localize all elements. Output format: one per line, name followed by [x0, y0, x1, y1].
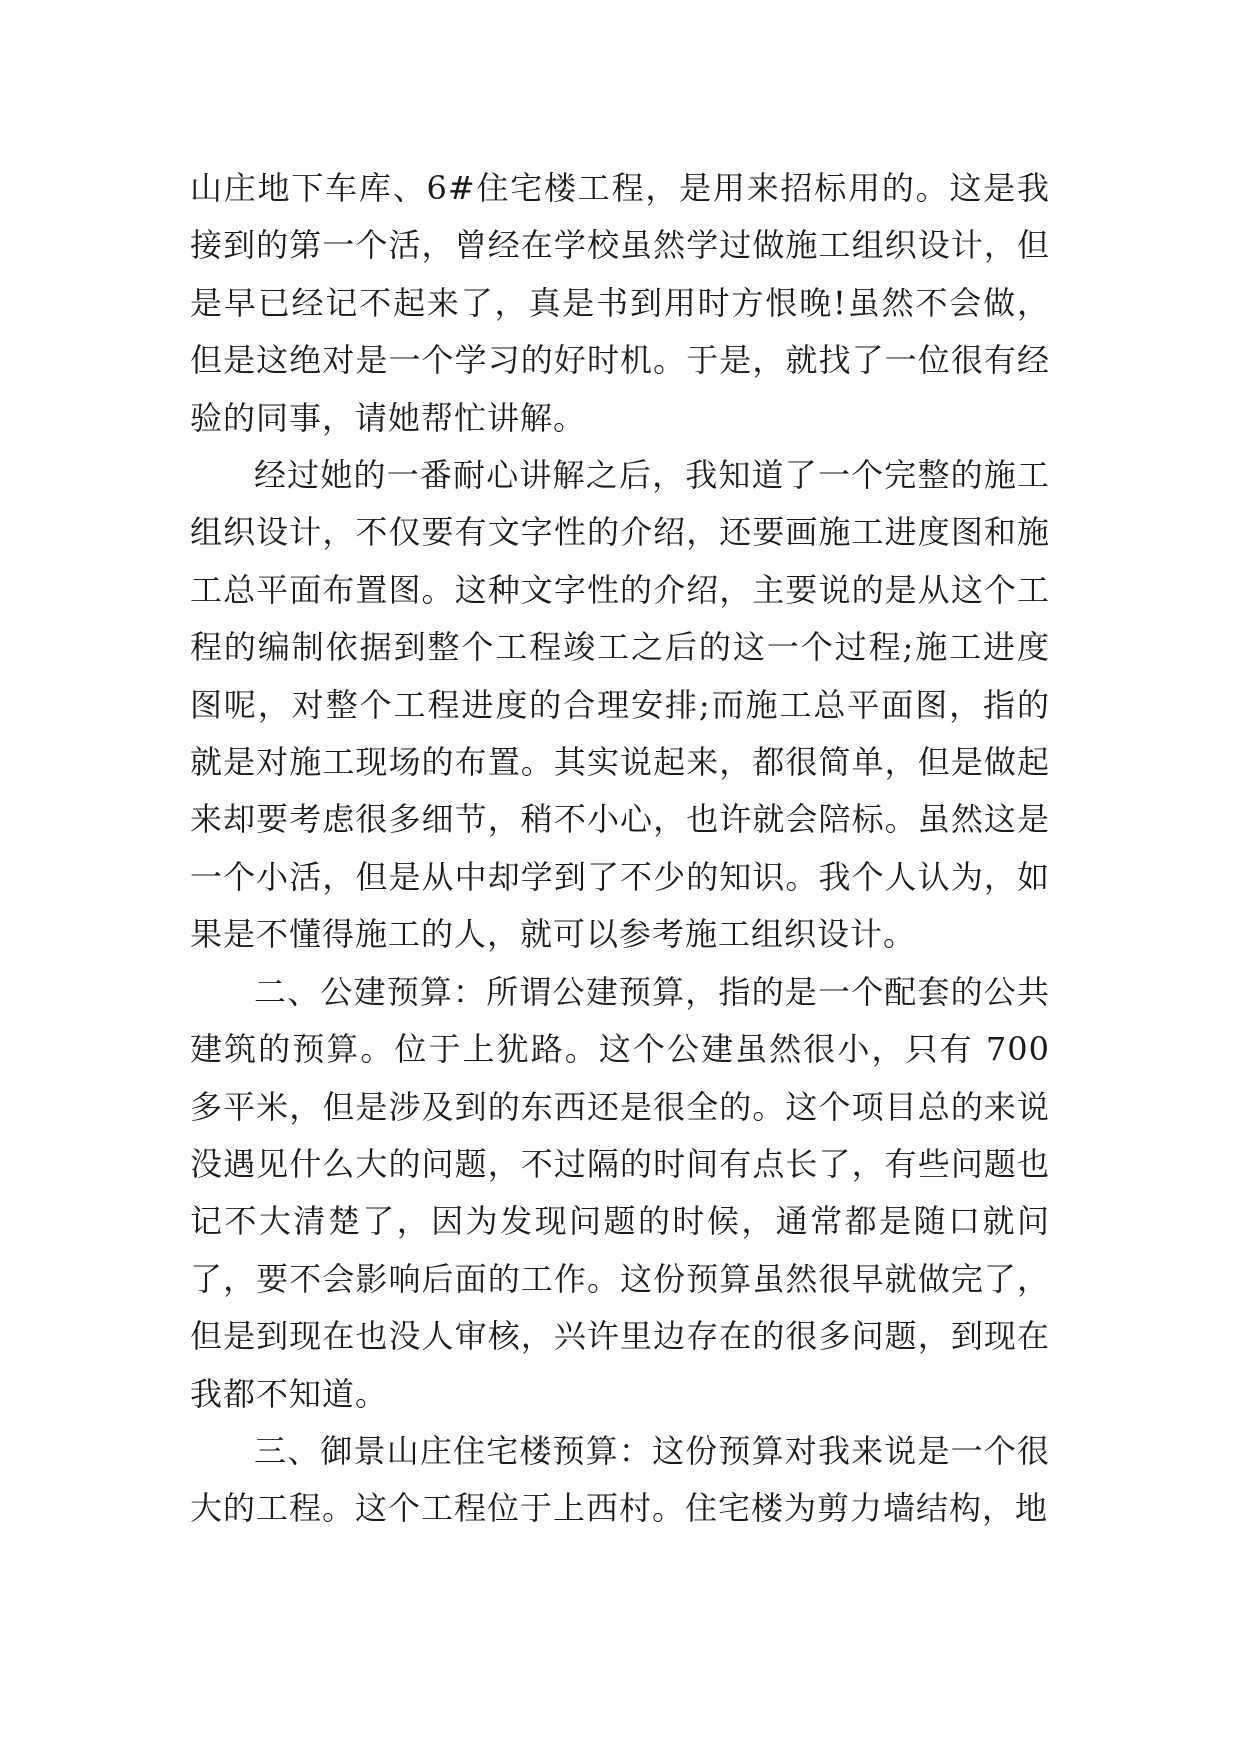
paragraph-3: 二、公建预算：所谓公建预算，指的是一个配套的公共建筑的预算。位于上犹路。这个公建虽然很小，只有 700 多平米，但是涉及到的东西还是很全的。这个项目总的来说没遇见什么大的问题，不过隔的时间有点长了，有些问题也记不大清楚了，因为发现问题的时候，通常都是随口就问了，要不会影响后面的工作。这份预算虽然很早就做完了，但是到现在也没人审核，兴许里边存在的很多问题，到现在我都不知道。 — [190, 972, 1050, 1413]
paragraph-2: 经过她的一番耐心讲解之后，我知道了一个完整的施工组织设计，不仅要有文字性的介绍，还要画施工进度图和施工总平面布置图。这种文字性的介绍，主要说的是从这个工程的编制依据到整个工程竣工之后的这一个过程;施工进度图呢，对整个工程进度的合理安排;而施工总平面图，指的就是对施工现场的布置。其实说起来，都很简单，但是做起来却要考虑很多细节，稍不小心，也许就会陪标。虽然这是一个小活，但是从中却学到了不少的知识。我个人认为，如果是不懂得施工的人，就可以参考施工组织设计。 — [190, 456, 1050, 954]
paragraph-4: 三、御景山庄住宅楼预算：这份预算对我来说是一个很大的工程。这个工程位于上西村。住宅楼为剪力墙结构，地 — [190, 1431, 1050, 1528]
body-text — [190, 160, 1050, 1538]
paragraph-1: 山庄地下车库、6#住宅楼工程，是用来招标用的。这是我接到的第一个活，曾经在学校虽然学过做施工组织设计，但是早已经记不起来了，真是书到用时方恨晚!虽然不会做，但是这绝对是一个学习的好时机。于是，就找了一位很有经验的同事，请她帮忙讲解。 — [190, 169, 1050, 437]
